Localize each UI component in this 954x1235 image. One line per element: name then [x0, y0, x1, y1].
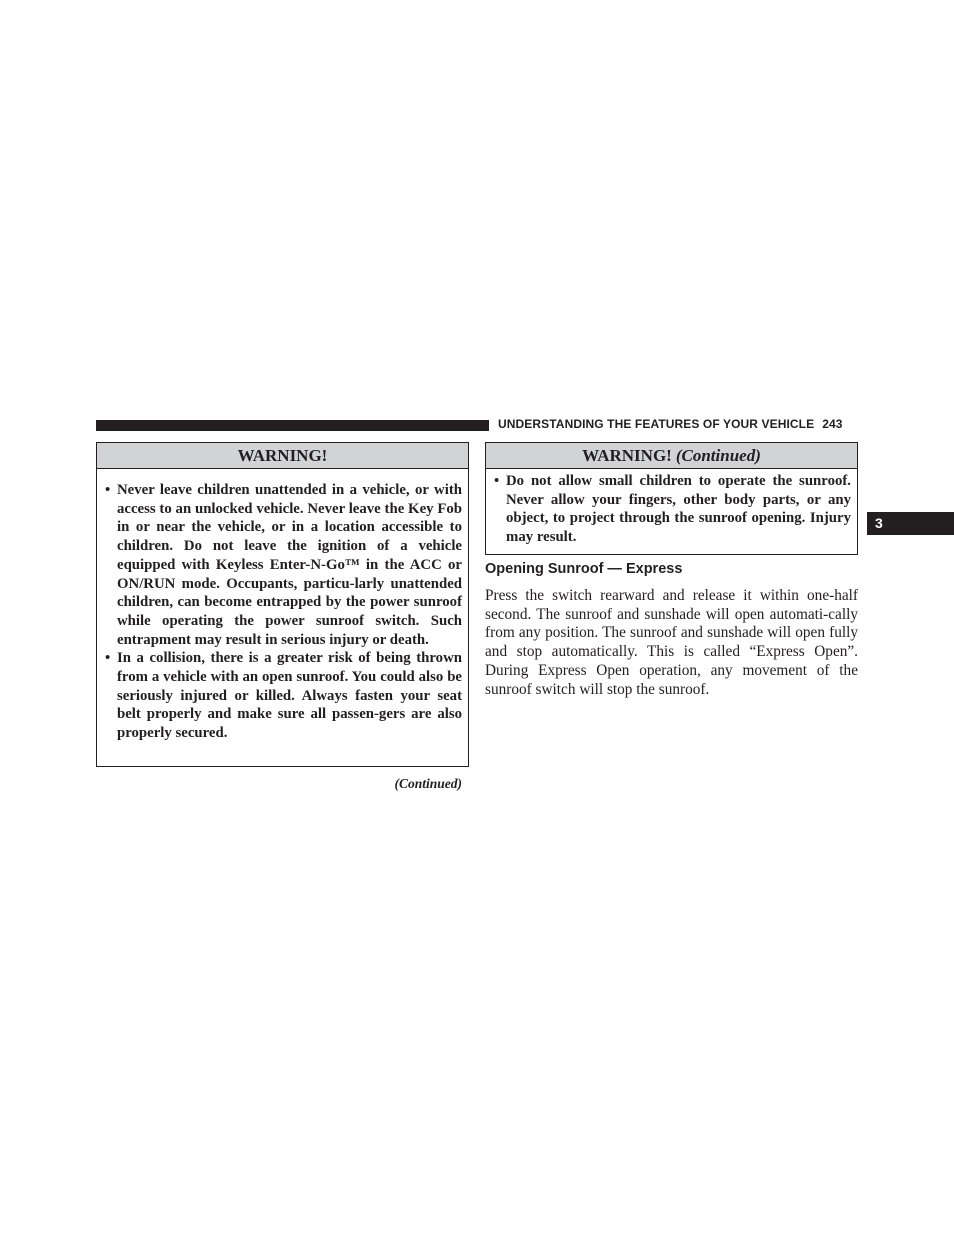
header-rule	[96, 420, 489, 431]
body-paragraph: Press the switch rearward and release it within one-half second. The sunroof and sunshade will open automati-cally from any position. The sunroof and sunshade will open fully and stop automatically. This is called “Express Open”. During Express Open operation, any movement of the sunroof switch will stop the sunroof.	[485, 587, 858, 698]
chapter-title: UNDERSTANDING THE FEATURES OF YOUR VEHICLE	[498, 417, 815, 431]
warning-title	[486, 443, 857, 469]
warning-box-continued	[485, 442, 858, 555]
running-header	[498, 417, 858, 431]
section-heading: Opening Sunroof — Express	[485, 561, 683, 577]
warning-item: • In a collision, there is a greater risk of being thrown from a vehicle with an open sunroof. You could also be seriously injured or killed. Always fasten your seat belt properly and make sure all passen-gers are also properly secured.	[97, 649, 468, 743]
continued-note: (Continued)	[394, 776, 462, 791]
warning-box	[96, 442, 469, 767]
page-number: 243	[822, 417, 843, 431]
warning-title-suffix: (Continued)	[675, 446, 761, 465]
warning-title-text: WARNING!	[237, 446, 328, 465]
warning-item: • Do not allow small children to operate the sunroof. Never allow your fingers, other body parts, or any object, to project through the sunroof opening. Injury may result.	[486, 472, 857, 547]
chapter-tab: 3	[867, 512, 954, 535]
warning-item: • Never leave children unattended in a vehicle, or with access to an unlocked vehicle. Never leave the Key Fob in or near the vehicle, or in a location accessible to children. Do not leave the ignition of a vehicle equipped with Keyless Enter-N-Go™ in the ACC or ON/RUN mode. Occupants, particu-larly unattended children, can become entrapped by the power sunroof while operating the power sunroof switch. Such entrapment may result in serious injury or death.	[97, 481, 468, 649]
warning-list	[486, 469, 857, 547]
warning-list	[97, 469, 468, 743]
warning-title-text: WARNING!	[582, 446, 672, 465]
warning-title	[97, 443, 468, 469]
